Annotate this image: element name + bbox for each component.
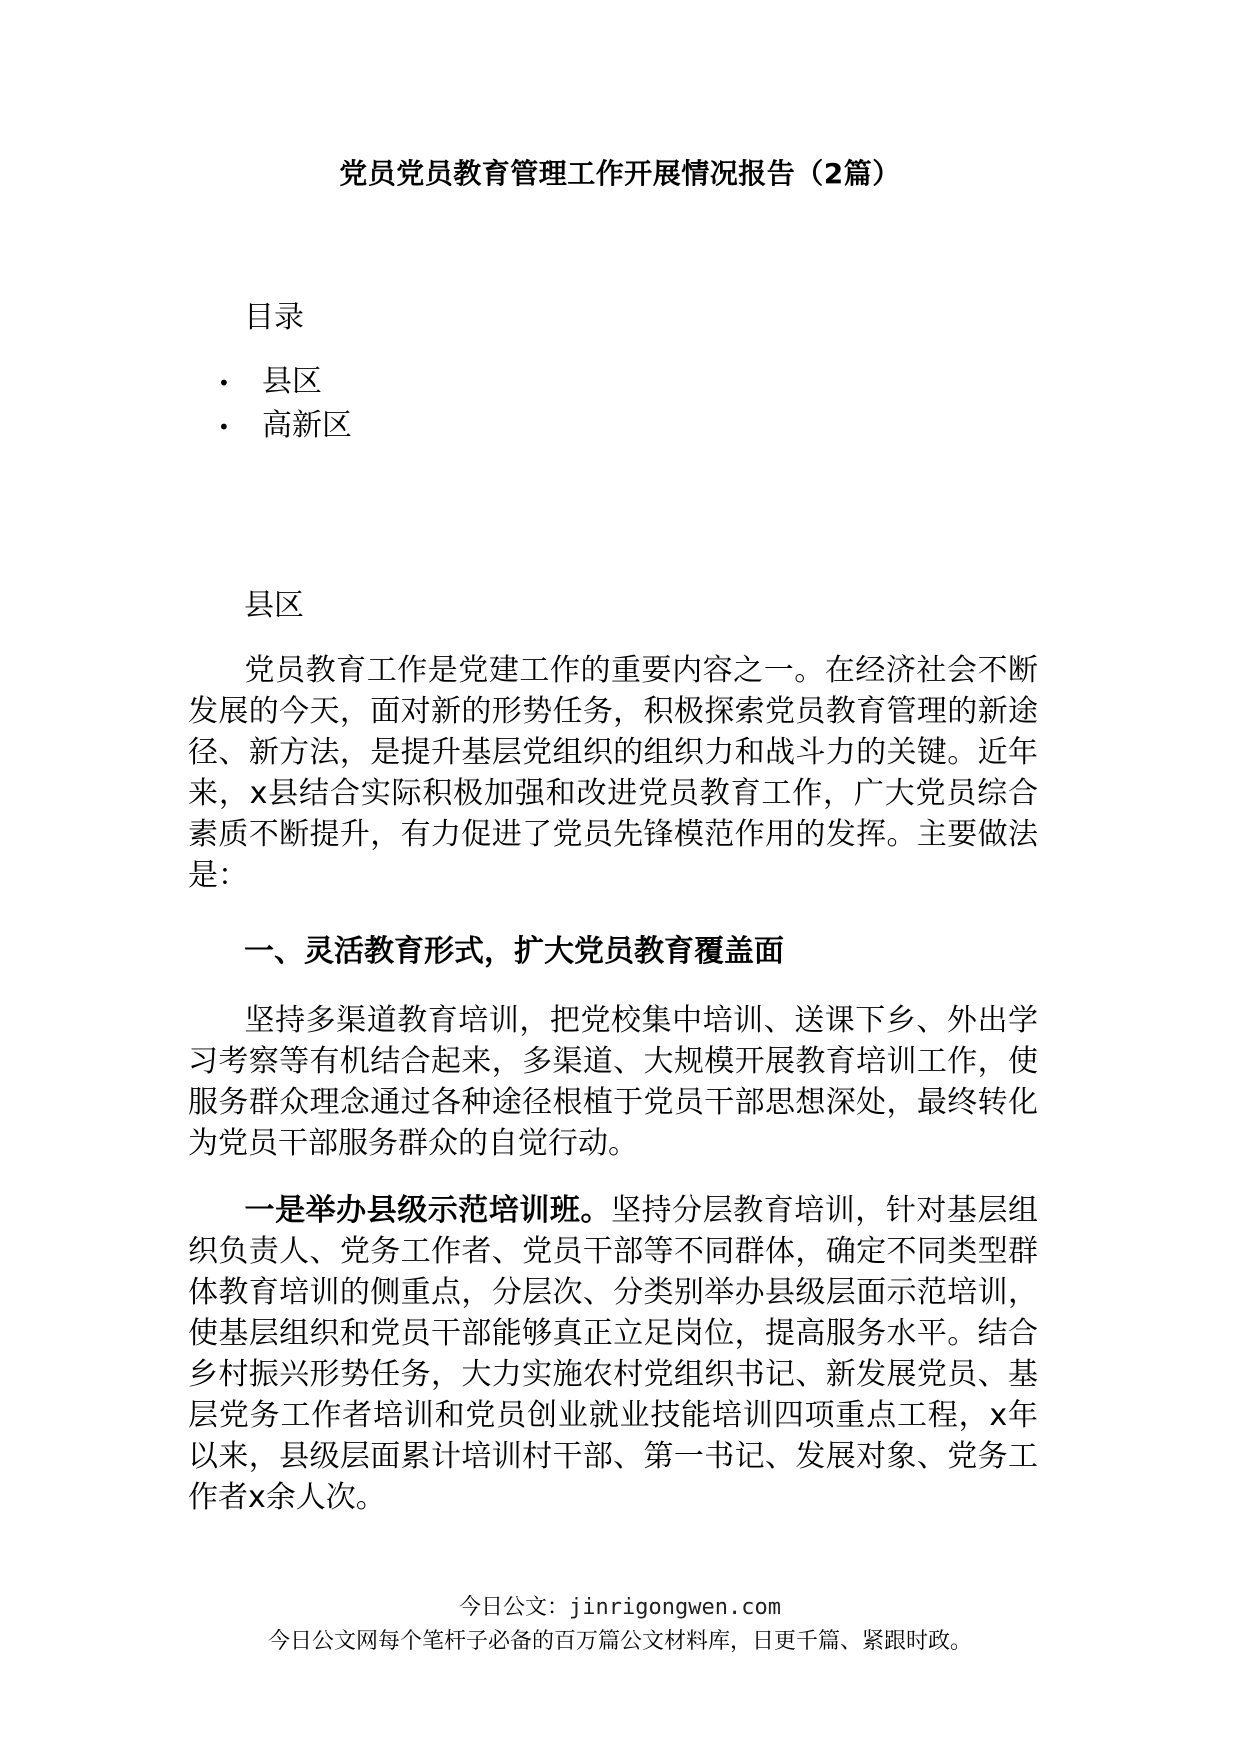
toc-item[interactable] (218, 404, 352, 448)
paragraph (188, 1190, 1038, 1518)
toc-item[interactable] (218, 360, 352, 404)
footer-source (0, 1590, 1240, 1621)
bullet-icon: • (218, 414, 230, 439)
footer-tagline: 今日公文网每个笔杆子必备的百万篇公文材料库，日更千篇、紧跟时政。 (267, 1629, 972, 1654)
toc-item-label: 高新区 (262, 408, 352, 443)
paragraph-text: 坚持多渠道教育培训，把党校集中培训、送课下乡、外出学习考察等有机结合起来，多渠道、大规模开展教育培训工作，使服务群众理念通过各种途径根植于党员干部思想深处，最终转化为党员干部服务群众的自觉行动。 (188, 1003, 1038, 1161)
footer-url-link[interactable]: jinrigongwen.com (569, 1595, 781, 1620)
paragraph-text: 坚持分层教育培训，针对基层组织负责人、党务工作者、党员干部等不同群体，确定不同类型群体教育培训的侧重点，分层次、分类别举办县级层面示范培训，使基层组织和党员干部能够真正立足岗位，提高服务水平。结合乡村振兴形势任务，大力实施农村党组织书记、新发展党员、基层党务工作者培训和党员创业就业技能培训四项重点工程，x年以来，县级层面累计培训村干部、第一书记、发展对象、党务工作者x余人次。 (188, 1193, 1038, 1515)
paragraph (188, 650, 1038, 896)
toc-list (218, 360, 352, 448)
footer-label: 今日公文： (459, 1595, 570, 1620)
bullet-icon: • (218, 370, 230, 395)
paragraph-text: 党员教育工作是党建工作的重要内容之一。在经济社会不断发展的今天，面对新的形势任务，积极探索党员教育管理的新途径、新方法，是提升基层党组织的组织力和战斗力的关键。近年来，x县结合实际积极加强和改进党员教育工作，广大党员综合素质不断提升，有力促进了党员先锋模范作用的发挥。主要做法是： (188, 653, 1038, 893)
document-title: 党员党员教育管理工作开展情况报告（2篇） (339, 157, 901, 190)
section-title: 县区 (244, 588, 304, 623)
paragraph (188, 1000, 1038, 1164)
paragraph-lead: 一是举办县级示范培训班。 (244, 1193, 611, 1228)
toc-item-label: 县区 (262, 364, 322, 399)
subheading: 一、灵活教育形式，扩大党员教育覆盖面 (244, 934, 784, 969)
toc-heading: 目录 (244, 300, 304, 335)
